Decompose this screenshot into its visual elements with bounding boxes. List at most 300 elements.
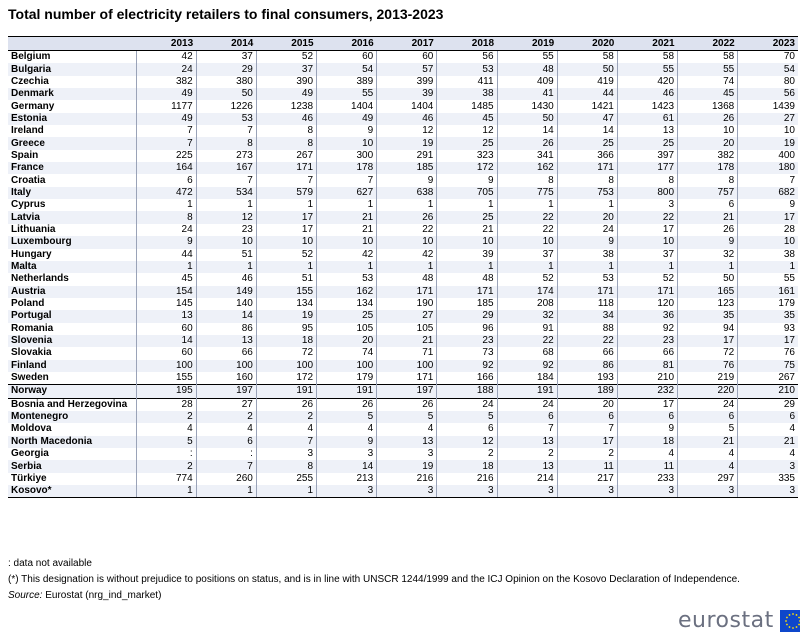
value-cell: 179 bbox=[738, 298, 798, 310]
value-cell: 3 bbox=[437, 485, 497, 498]
table-row bbox=[8, 187, 798, 199]
value-cell: 68 bbox=[497, 347, 557, 359]
value-cell: 71 bbox=[377, 347, 437, 359]
value-cell: 54 bbox=[738, 63, 798, 75]
value-cell: 42 bbox=[317, 249, 377, 261]
value-cell: 4 bbox=[678, 448, 738, 460]
value-cell: 49 bbox=[317, 113, 377, 125]
value-cell: 60 bbox=[317, 51, 377, 64]
table-row bbox=[8, 286, 798, 298]
value-cell: 55 bbox=[497, 51, 557, 64]
value-cell: 6 bbox=[738, 411, 798, 423]
value-cell: 10 bbox=[617, 236, 677, 248]
value-cell: 627 bbox=[317, 187, 377, 199]
value-cell: 13 bbox=[377, 436, 437, 448]
data-table-container bbox=[8, 36, 798, 498]
value-cell: 149 bbox=[196, 286, 256, 298]
country-cell: Slovakia bbox=[8, 347, 136, 359]
value-cell: 56 bbox=[437, 51, 497, 64]
value-cell: 37 bbox=[256, 63, 316, 75]
value-cell: 20 bbox=[317, 335, 377, 347]
value-cell: 323 bbox=[437, 150, 497, 162]
country-cell: Ireland bbox=[8, 125, 136, 137]
value-cell: 1 bbox=[317, 199, 377, 211]
value-cell: 74 bbox=[678, 76, 738, 88]
value-cell: 10 bbox=[497, 236, 557, 248]
value-cell: 682 bbox=[738, 187, 798, 199]
value-cell: 232 bbox=[617, 385, 677, 398]
value-cell: 7 bbox=[497, 423, 557, 435]
table-row bbox=[8, 473, 798, 485]
value-cell: 100 bbox=[317, 360, 377, 372]
value-cell: 300 bbox=[317, 150, 377, 162]
value-cell: 8 bbox=[678, 174, 738, 186]
value-cell: 41 bbox=[497, 88, 557, 100]
value-cell: 419 bbox=[557, 76, 617, 88]
value-cell: 60 bbox=[136, 347, 196, 359]
value-cell: 420 bbox=[617, 76, 677, 88]
value-cell: 534 bbox=[196, 187, 256, 199]
value-cell: 51 bbox=[256, 273, 316, 285]
country-cell: Greece bbox=[8, 137, 136, 149]
value-cell: 1423 bbox=[617, 100, 677, 112]
value-cell: 76 bbox=[678, 360, 738, 372]
value-cell: 46 bbox=[196, 273, 256, 285]
value-cell: 55 bbox=[317, 88, 377, 100]
value-cell: 191 bbox=[256, 385, 316, 398]
table-row bbox=[8, 485, 798, 498]
value-cell: 185 bbox=[437, 298, 497, 310]
value-cell: 13 bbox=[497, 436, 557, 448]
value-cell: 188 bbox=[437, 385, 497, 398]
value-cell: 210 bbox=[738, 385, 798, 398]
value-cell: 6 bbox=[678, 199, 738, 211]
value-cell: 1177 bbox=[136, 100, 196, 112]
table-row bbox=[8, 273, 798, 285]
value-cell: 7 bbox=[738, 174, 798, 186]
value-cell: 25 bbox=[317, 310, 377, 322]
value-cell: 389 bbox=[317, 76, 377, 88]
value-cell: 10 bbox=[738, 125, 798, 137]
value-cell: 1 bbox=[437, 199, 497, 211]
value-cell: 1238 bbox=[256, 100, 316, 112]
value-cell: 134 bbox=[256, 298, 316, 310]
value-cell: 189 bbox=[557, 385, 617, 398]
table-row bbox=[8, 174, 798, 186]
value-cell: 58 bbox=[557, 51, 617, 64]
table-row bbox=[8, 249, 798, 261]
table-row bbox=[8, 448, 798, 460]
table-row bbox=[8, 211, 798, 223]
value-cell: 14 bbox=[136, 335, 196, 347]
value-cell: 23 bbox=[196, 224, 256, 236]
value-cell: 8 bbox=[136, 211, 196, 223]
value-cell: 74 bbox=[317, 347, 377, 359]
value-cell: 216 bbox=[437, 473, 497, 485]
value-cell: 72 bbox=[678, 347, 738, 359]
value-cell: 21 bbox=[317, 211, 377, 223]
value-cell: 92 bbox=[437, 360, 497, 372]
value-cell: 7 bbox=[317, 174, 377, 186]
country-cell: Netherlands bbox=[8, 273, 136, 285]
value-cell: 155 bbox=[136, 372, 196, 385]
value-cell: 61 bbox=[617, 113, 677, 125]
value-cell: 17 bbox=[557, 436, 617, 448]
table-row bbox=[8, 398, 798, 411]
value-cell: 167 bbox=[196, 162, 256, 174]
value-cell: 24 bbox=[136, 224, 196, 236]
value-cell: 50 bbox=[196, 88, 256, 100]
value-cell: 4 bbox=[617, 448, 677, 460]
logo-text: eurostat bbox=[678, 608, 774, 633]
value-cell: 32 bbox=[678, 249, 738, 261]
value-cell: 37 bbox=[497, 249, 557, 261]
value-cell: 2 bbox=[136, 411, 196, 423]
country-cell: Sweden bbox=[8, 372, 136, 385]
value-cell: 233 bbox=[617, 473, 677, 485]
value-cell: 3 bbox=[377, 448, 437, 460]
value-cell: 185 bbox=[377, 162, 437, 174]
value-cell: 757 bbox=[678, 187, 738, 199]
country-cell: Belgium bbox=[8, 51, 136, 64]
year-column-header: 2023 bbox=[738, 37, 798, 51]
value-cell: 81 bbox=[617, 360, 677, 372]
value-cell: 23 bbox=[617, 335, 677, 347]
value-cell: 48 bbox=[377, 273, 437, 285]
value-cell: 7 bbox=[196, 125, 256, 137]
value-cell: 10 bbox=[196, 236, 256, 248]
value-cell: 13 bbox=[196, 335, 256, 347]
value-cell: 55 bbox=[738, 273, 798, 285]
value-cell: 1 bbox=[317, 261, 377, 273]
value-cell: 5 bbox=[136, 436, 196, 448]
value-cell: 25 bbox=[437, 211, 497, 223]
value-cell: 1430 bbox=[497, 100, 557, 112]
value-cell: 397 bbox=[617, 150, 677, 162]
value-cell: 47 bbox=[557, 113, 617, 125]
value-cell: 21 bbox=[317, 224, 377, 236]
value-cell: 29 bbox=[196, 63, 256, 75]
value-cell: 19 bbox=[377, 137, 437, 149]
value-cell: 55 bbox=[617, 63, 677, 75]
value-cell: 10 bbox=[738, 236, 798, 248]
value-cell: 1 bbox=[497, 199, 557, 211]
value-cell: 94 bbox=[678, 323, 738, 335]
value-cell: 7 bbox=[196, 174, 256, 186]
value-cell: 382 bbox=[678, 150, 738, 162]
value-cell: 21 bbox=[738, 436, 798, 448]
value-cell: 217 bbox=[557, 473, 617, 485]
value-cell: 20 bbox=[557, 398, 617, 411]
country-cell: Portugal bbox=[8, 310, 136, 322]
value-cell: 165 bbox=[678, 286, 738, 298]
value-cell: 120 bbox=[617, 298, 677, 310]
value-cell: 9 bbox=[317, 125, 377, 137]
country-cell: Austria bbox=[8, 286, 136, 298]
country-cell: Croatia bbox=[8, 174, 136, 186]
value-cell: 37 bbox=[617, 249, 677, 261]
country-cell: Latvia bbox=[8, 211, 136, 223]
value-cell: 166 bbox=[437, 372, 497, 385]
value-cell: 164 bbox=[136, 162, 196, 174]
value-cell: 25 bbox=[557, 137, 617, 149]
value-cell: 20 bbox=[678, 137, 738, 149]
value-cell: 35 bbox=[678, 310, 738, 322]
value-cell: 26 bbox=[678, 113, 738, 125]
value-cell: 29 bbox=[738, 398, 798, 411]
value-cell: 1421 bbox=[557, 100, 617, 112]
value-cell: 255 bbox=[256, 473, 316, 485]
value-cell: 174 bbox=[497, 286, 557, 298]
value-cell: 76 bbox=[738, 347, 798, 359]
year-column-header: 2020 bbox=[557, 37, 617, 51]
value-cell: 366 bbox=[557, 150, 617, 162]
value-cell: 118 bbox=[557, 298, 617, 310]
value-cell: 95 bbox=[256, 323, 316, 335]
value-cell: 1 bbox=[497, 261, 557, 273]
value-cell: 178 bbox=[678, 162, 738, 174]
value-cell: 92 bbox=[497, 360, 557, 372]
value-cell: 32 bbox=[497, 310, 557, 322]
value-cell: 10 bbox=[317, 137, 377, 149]
value-cell: 140 bbox=[196, 298, 256, 310]
value-cell: 22 bbox=[497, 224, 557, 236]
value-cell: 17 bbox=[738, 335, 798, 347]
value-cell: 42 bbox=[136, 51, 196, 64]
value-cell: 4 bbox=[738, 423, 798, 435]
country-cell: Germany bbox=[8, 100, 136, 112]
value-cell: 3 bbox=[497, 485, 557, 498]
country-cell: Romania bbox=[8, 323, 136, 335]
value-cell: 17 bbox=[617, 398, 677, 411]
value-cell: 1 bbox=[437, 261, 497, 273]
value-cell: 9 bbox=[738, 199, 798, 211]
value-cell: 38 bbox=[738, 249, 798, 261]
value-cell: 705 bbox=[437, 187, 497, 199]
value-cell: 171 bbox=[377, 286, 437, 298]
value-cell: 10 bbox=[317, 236, 377, 248]
country-cell: North Macedonia bbox=[8, 436, 136, 448]
value-cell: 44 bbox=[136, 249, 196, 261]
year-column-header: 2017 bbox=[377, 37, 437, 51]
value-cell: 36 bbox=[617, 310, 677, 322]
value-cell: 775 bbox=[497, 187, 557, 199]
value-cell: 27 bbox=[196, 398, 256, 411]
table-row bbox=[8, 63, 798, 75]
value-cell: 171 bbox=[557, 286, 617, 298]
value-cell: 267 bbox=[738, 372, 798, 385]
country-cell: Serbia bbox=[8, 460, 136, 472]
table-row bbox=[8, 436, 798, 448]
value-cell: 2 bbox=[196, 411, 256, 423]
table-row bbox=[8, 261, 798, 273]
value-cell: 399 bbox=[377, 76, 437, 88]
value-cell: 297 bbox=[678, 473, 738, 485]
country-cell: Denmark bbox=[8, 88, 136, 100]
country-cell: Bosnia and Herzegovina bbox=[8, 398, 136, 411]
country-cell: Luxembourg bbox=[8, 236, 136, 248]
value-cell: 75 bbox=[738, 360, 798, 372]
source-line bbox=[8, 588, 740, 604]
country-cell: Czechia bbox=[8, 76, 136, 88]
value-cell: 44 bbox=[557, 88, 617, 100]
value-cell: 88 bbox=[557, 323, 617, 335]
value-cell: 335 bbox=[738, 473, 798, 485]
value-cell: 52 bbox=[617, 273, 677, 285]
value-cell: 17 bbox=[678, 335, 738, 347]
value-cell: 1 bbox=[377, 199, 437, 211]
table-row bbox=[8, 360, 798, 372]
value-cell: 472 bbox=[136, 187, 196, 199]
country-cell: Türkiye bbox=[8, 473, 136, 485]
value-cell: 91 bbox=[497, 323, 557, 335]
table-row bbox=[8, 100, 798, 112]
value-cell: 3 bbox=[377, 485, 437, 498]
value-cell: 260 bbox=[196, 473, 256, 485]
value-cell: 9 bbox=[557, 236, 617, 248]
note-kosovo: (*) This designation is without prejudice to positions on status, and is in line with UNSCR 1244/1999 and the ICJ Opinion on the Kosovo Declaration of Independence. bbox=[8, 574, 740, 585]
value-cell: 48 bbox=[437, 273, 497, 285]
value-cell: 92 bbox=[617, 323, 677, 335]
table-row bbox=[8, 347, 798, 359]
value-cell: 210 bbox=[617, 372, 677, 385]
table-header-row bbox=[8, 37, 798, 51]
value-cell: 3 bbox=[317, 448, 377, 460]
value-cell: 57 bbox=[377, 63, 437, 75]
value-cell: 171 bbox=[256, 162, 316, 174]
value-cell: 191 bbox=[317, 385, 377, 398]
value-cell: 60 bbox=[136, 323, 196, 335]
value-cell: 45 bbox=[678, 88, 738, 100]
value-cell: 49 bbox=[256, 88, 316, 100]
value-cell: 1 bbox=[196, 485, 256, 498]
value-cell: 162 bbox=[317, 286, 377, 298]
value-cell: 14 bbox=[557, 125, 617, 137]
value-cell: 1 bbox=[617, 261, 677, 273]
value-cell: 20 bbox=[557, 211, 617, 223]
value-cell: 1439 bbox=[738, 100, 798, 112]
value-cell: 46 bbox=[377, 113, 437, 125]
value-cell: 55 bbox=[678, 63, 738, 75]
value-cell: 13 bbox=[136, 310, 196, 322]
country-cell: Finland bbox=[8, 360, 136, 372]
value-cell: 46 bbox=[256, 113, 316, 125]
value-cell: 17 bbox=[256, 211, 316, 223]
value-cell: 172 bbox=[256, 372, 316, 385]
value-cell: 73 bbox=[437, 347, 497, 359]
table-row bbox=[8, 88, 798, 100]
value-cell: 197 bbox=[196, 385, 256, 398]
value-cell: 105 bbox=[317, 323, 377, 335]
value-cell: 579 bbox=[256, 187, 316, 199]
year-column-header: 2019 bbox=[497, 37, 557, 51]
value-cell: 1 bbox=[738, 261, 798, 273]
table-row bbox=[8, 125, 798, 137]
value-cell: 17 bbox=[617, 224, 677, 236]
country-cell: France bbox=[8, 162, 136, 174]
value-cell: 154 bbox=[136, 286, 196, 298]
table-row bbox=[8, 162, 798, 174]
value-cell: 19 bbox=[738, 137, 798, 149]
table-row bbox=[8, 199, 798, 211]
value-cell: 179 bbox=[317, 372, 377, 385]
value-cell: 4 bbox=[377, 423, 437, 435]
value-cell: 10 bbox=[256, 236, 316, 248]
value-cell: 22 bbox=[557, 335, 617, 347]
value-cell: 52 bbox=[256, 51, 316, 64]
value-cell: 3 bbox=[256, 448, 316, 460]
value-cell: 7 bbox=[256, 174, 316, 186]
value-cell: 52 bbox=[497, 273, 557, 285]
country-cell: Norway bbox=[8, 385, 136, 398]
value-cell: 2 bbox=[136, 460, 196, 472]
country-cell: Montenegro bbox=[8, 411, 136, 423]
value-cell: 4 bbox=[196, 423, 256, 435]
value-cell: 50 bbox=[557, 63, 617, 75]
value-cell: 8 bbox=[256, 137, 316, 149]
value-cell: 5 bbox=[377, 411, 437, 423]
value-cell: 86 bbox=[196, 323, 256, 335]
value-cell: 53 bbox=[557, 273, 617, 285]
value-cell: 171 bbox=[377, 372, 437, 385]
year-column-header: 2013 bbox=[136, 37, 196, 51]
value-cell: 53 bbox=[317, 273, 377, 285]
table-row bbox=[8, 335, 798, 347]
country-cell: Slovenia bbox=[8, 335, 136, 347]
value-cell: 49 bbox=[136, 113, 196, 125]
value-cell: 21 bbox=[678, 436, 738, 448]
value-cell: 7 bbox=[256, 436, 316, 448]
value-cell: 14 bbox=[497, 125, 557, 137]
value-cell: 216 bbox=[377, 473, 437, 485]
value-cell: 341 bbox=[497, 150, 557, 162]
value-cell: 5 bbox=[678, 423, 738, 435]
value-cell: 66 bbox=[617, 347, 677, 359]
value-cell: 19 bbox=[377, 460, 437, 472]
value-cell: 10 bbox=[377, 236, 437, 248]
table-row bbox=[8, 460, 798, 472]
value-cell: 11 bbox=[617, 460, 677, 472]
data-table bbox=[8, 36, 798, 498]
value-cell: 26 bbox=[497, 137, 557, 149]
value-cell: 160 bbox=[196, 372, 256, 385]
country-cell: Malta bbox=[8, 261, 136, 273]
value-cell: 9 bbox=[317, 436, 377, 448]
country-cell: Spain bbox=[8, 150, 136, 162]
value-cell: 195 bbox=[136, 385, 196, 398]
value-cell: 8 bbox=[617, 174, 677, 186]
value-cell: 70 bbox=[738, 51, 798, 64]
value-cell: 6 bbox=[136, 174, 196, 186]
value-cell: 7 bbox=[136, 125, 196, 137]
value-cell: : bbox=[196, 448, 256, 460]
value-cell: 54 bbox=[317, 63, 377, 75]
country-cell: Georgia bbox=[8, 448, 136, 460]
value-cell: 105 bbox=[377, 323, 437, 335]
value-cell: 178 bbox=[317, 162, 377, 174]
table-row bbox=[8, 236, 798, 248]
value-cell: 3 bbox=[617, 199, 677, 211]
value-cell: 8 bbox=[196, 137, 256, 149]
value-cell: 93 bbox=[738, 323, 798, 335]
table-row bbox=[8, 113, 798, 125]
year-column-header: 2018 bbox=[437, 37, 497, 51]
value-cell: 14 bbox=[317, 460, 377, 472]
eurostat-logo bbox=[678, 608, 800, 633]
value-cell: 171 bbox=[557, 162, 617, 174]
table-row bbox=[8, 51, 798, 64]
table-row bbox=[8, 310, 798, 322]
